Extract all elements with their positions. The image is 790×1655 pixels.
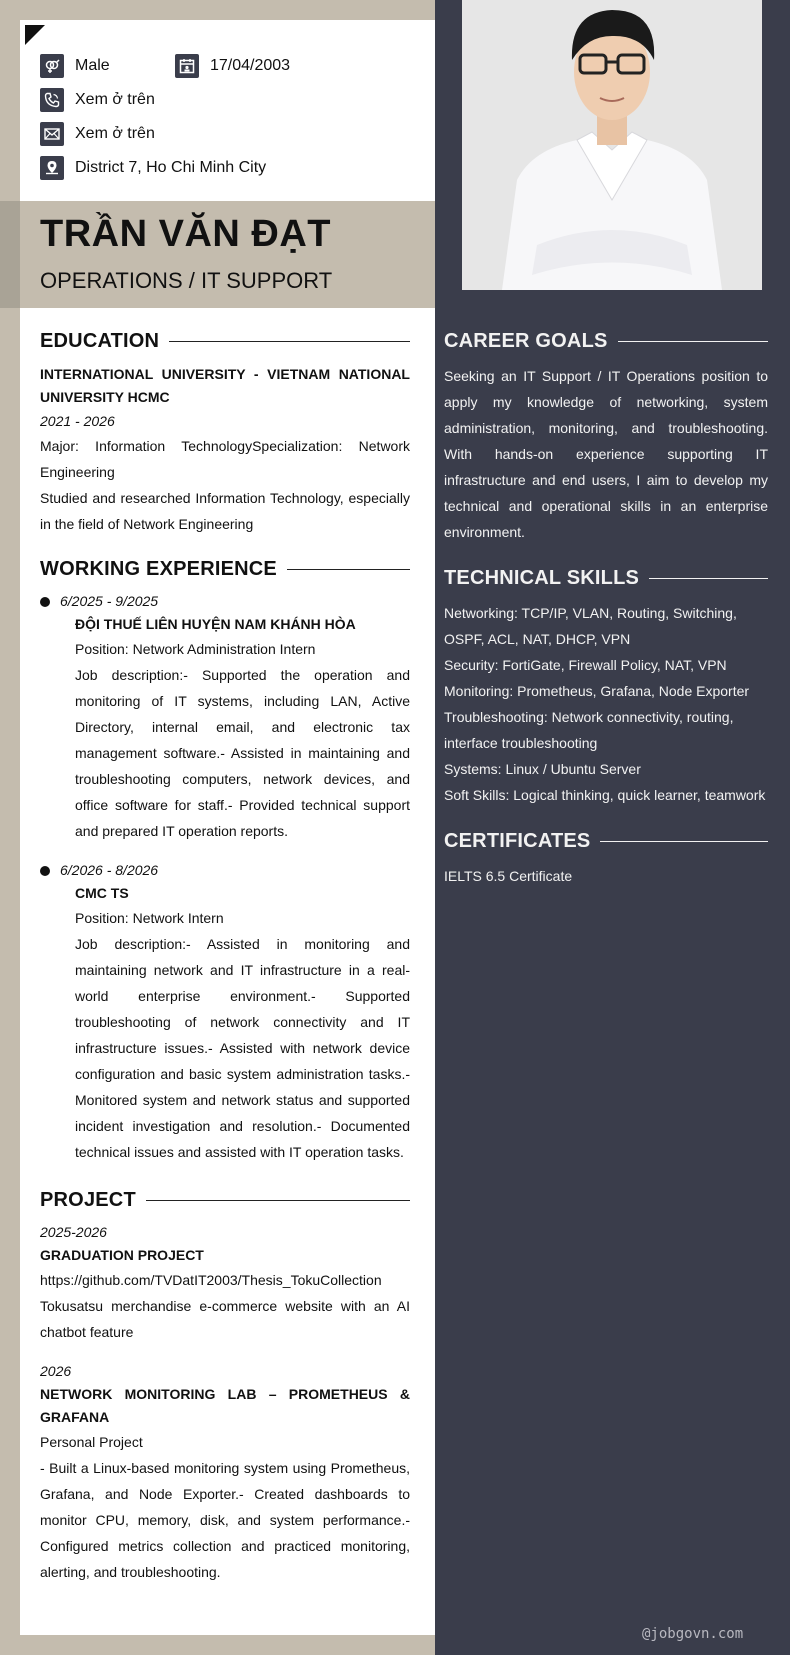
watermark: @jobgovn.com bbox=[642, 1626, 744, 1642]
address-value: District 7, Ho Chi Minh City bbox=[75, 159, 267, 176]
skill-item: Soft Skills: Logical thinking, quick learner, teamwork bbox=[444, 787, 766, 803]
skills-heading-text: TECHNICAL SKILLS bbox=[444, 567, 640, 589]
career-goals-heading bbox=[444, 330, 768, 353]
location-icon bbox=[40, 156, 64, 180]
profile-photo bbox=[462, 0, 762, 290]
career-goals-text: Seeking an IT Support / IT Operations position to apply my knowledge of networking, system administration, monitoring, and troubleshooting. With hands-on experience supporting IT infrastructure and end users, I aim to develop my technical and operational skills in an enterprise environment. bbox=[444, 368, 768, 540]
experience-position: Position: Network Intern bbox=[75, 910, 224, 926]
certificate-item: IELTS 6.5 Certificate bbox=[444, 868, 573, 884]
candidate-title: OPERATIONS / IT SUPPORT bbox=[40, 268, 333, 293]
skill-item: Troubleshooting: Network connectivity, routing, interface troubleshooting bbox=[444, 709, 734, 751]
certificates-heading bbox=[444, 830, 768, 853]
project-link[interactable]: https://github.com/TVDatIT2003/Thesis_TokuCollection bbox=[40, 1272, 382, 1288]
timeline-bullet bbox=[40, 597, 50, 607]
skill-item: Security: FortiGate, Firewall Policy, NAT, VPN bbox=[444, 657, 727, 673]
project-name: NETWORK MONITORING LAB – PROMETHEUS & GRAFANA bbox=[40, 1386, 410, 1425]
contact-gender bbox=[40, 54, 110, 78]
experience-item bbox=[60, 590, 410, 613]
project-period: 2026 bbox=[40, 1363, 72, 1379]
education-major: Major: Information TechnologySpecialization: Network Engineering bbox=[40, 438, 410, 480]
email-value: Xem ở trên bbox=[75, 125, 155, 142]
gender-icon bbox=[40, 54, 64, 78]
project-item bbox=[40, 1360, 410, 1585]
contact-address bbox=[40, 156, 266, 180]
experience-heading-text: WORKING EXPERIENCE bbox=[40, 558, 277, 580]
experience-details bbox=[75, 613, 410, 844]
experience-period: 6/2025 - 9/2025 bbox=[60, 593, 159, 609]
experience-heading bbox=[40, 558, 410, 581]
gender-value: Male bbox=[75, 57, 110, 74]
candidate-name: TRẦN VĂN ĐẠT bbox=[40, 213, 331, 255]
education-heading-text: EDUCATION bbox=[40, 330, 160, 352]
portrait-illustration bbox=[462, 0, 762, 290]
phone-icon bbox=[40, 88, 64, 112]
education-description: Studied and researched Information Technology, especially in the field of Network Engineering bbox=[40, 490, 410, 532]
contact-email bbox=[40, 122, 155, 146]
heading-rule bbox=[146, 1200, 410, 1201]
mail-icon bbox=[40, 122, 64, 146]
project-heading-text: PROJECT bbox=[40, 1189, 136, 1211]
skills-list bbox=[444, 600, 774, 808]
school-name: INTERNATIONAL UNIVERSITY - VIETNAM NATIONAL UNIVERSITY HCMC bbox=[40, 366, 410, 405]
heading-rule bbox=[600, 841, 768, 842]
calendar-icon bbox=[175, 54, 199, 78]
project-type: Personal Project bbox=[40, 1434, 143, 1450]
contact-dob bbox=[175, 54, 290, 78]
timeline-bullet bbox=[40, 866, 50, 876]
heading-rule bbox=[618, 341, 768, 342]
heading-rule bbox=[169, 341, 410, 342]
heading-rule bbox=[649, 578, 768, 579]
project-description: - Built a Linux-based monitoring system using Prometheus, Grafana, and Node Exporter.- Created dashboards to monitor CPU, memory, disk, and system performance.- Configured metrics collection and practiced monitoring, alerting, and troubleshooting. bbox=[40, 1460, 410, 1580]
corner-decoration bbox=[25, 25, 45, 45]
experience-company: ĐỘI THUẾ LIÊN HUYỆN NAM KHÁNH HÒA bbox=[75, 616, 356, 632]
experience-position: Position: Network Administration Intern bbox=[75, 641, 316, 657]
project-heading bbox=[40, 1189, 410, 1212]
project-description: Tokusatsu merchandise e-commerce website with an AI chatbot feature bbox=[40, 1298, 410, 1340]
skill-item: Monitoring: Prometheus, Grafana, Node Exporter bbox=[444, 683, 750, 699]
certificates-heading-text: CERTIFICATES bbox=[444, 830, 591, 852]
project-period: 2025-2026 bbox=[40, 1224, 107, 1240]
skill-item: Networking: TCP/IP, VLAN, Routing, Switching, OSPF, ACL, NAT, DHCP, VPN bbox=[444, 605, 737, 647]
experience-description: Job description:- Assisted in monitoring and maintaining network and IT infrastructure in a real-world enterprise environment.- Supported troubleshooting of network connectivity and IT infrastructure issues.- Assisted with network device configuration and basic system administration tasks.- Monitored system and network status and supported incident investigation and resolution.- Documented technical issues and assisted with IT operation tasks. bbox=[75, 936, 410, 1160]
education-block bbox=[40, 363, 410, 537]
experience-company: CMC TS bbox=[75, 885, 129, 901]
dob-value: 17/04/2003 bbox=[210, 57, 291, 74]
skills-heading bbox=[444, 567, 768, 590]
certificates-list bbox=[444, 863, 768, 889]
name-band-accent bbox=[0, 201, 20, 308]
experience-period: 6/2026 - 8/2026 bbox=[60, 862, 159, 878]
contact-phone bbox=[40, 88, 155, 112]
experience-item bbox=[60, 859, 410, 882]
project-item bbox=[40, 1221, 410, 1345]
phone-value: Xem ở trên bbox=[75, 91, 155, 108]
career-goals-heading-text: CAREER GOALS bbox=[444, 330, 608, 352]
project-name: GRADUATION PROJECT bbox=[40, 1247, 204, 1263]
skill-item: Systems: Linux / Ubuntu Server bbox=[444, 761, 641, 777]
experience-details bbox=[75, 882, 410, 1165]
education-heading bbox=[40, 330, 410, 353]
experience-description: Job description:- Supported the operation and monitoring of IT systems, including LAN, Active Directory, internal email, and electronic tax management software.- Assisted in maintaining and troubleshooting computers, network devices, and office software for staff.- Provided technical support and prepared IT operation reports. bbox=[75, 667, 410, 839]
education-period: 2021 - 2026 bbox=[40, 413, 115, 429]
heading-rule bbox=[287, 569, 410, 570]
